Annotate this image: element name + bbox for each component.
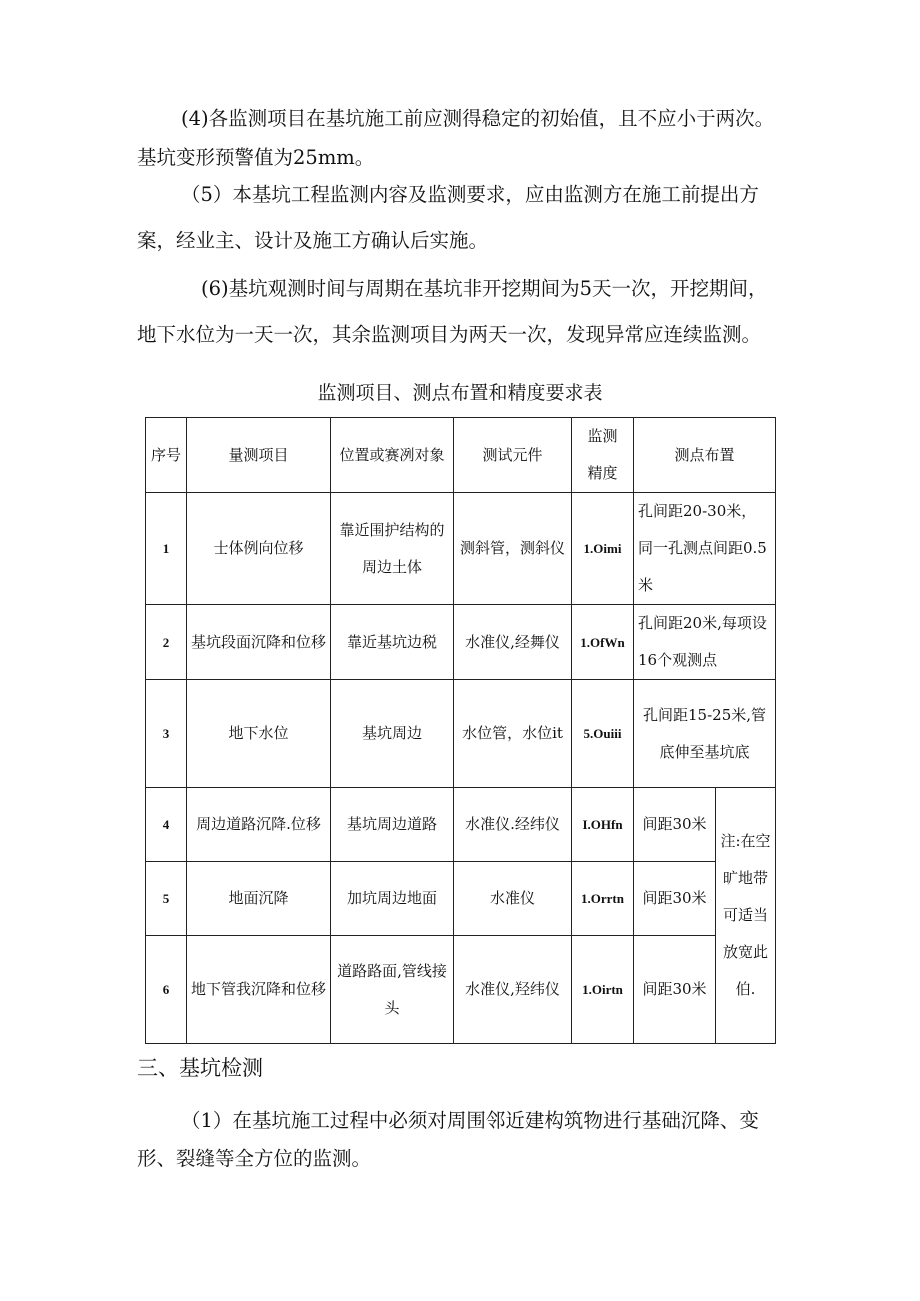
section-paragraph-1-line-1: （1）在基坑施工过程中必须对周围邻近建构筑物进行基础沉降、变 <box>181 1109 759 1132</box>
row-no: 4 <box>146 788 187 862</box>
row-target: 靠近基坑边税 <box>331 605 454 680</box>
row-instrument: 水准仪.经纬仪 <box>454 788 572 862</box>
header-item: 量测项目 <box>187 418 331 493</box>
row-item: 基坑段面沉降和位移 <box>187 605 331 680</box>
row-accuracy: 1.Orrtn <box>572 862 634 936</box>
row-accuracy: I.OHfn <box>572 788 634 862</box>
row-no: 3 <box>146 680 187 788</box>
section-paragraph-1-line-2: 形、裂缝等全方位的监测。 <box>137 1147 372 1170</box>
table-header-row <box>146 418 776 493</box>
row-no: 6 <box>146 936 187 1044</box>
table-note: 注:在空旷地带可适当放宽此伯. <box>716 788 776 1044</box>
row-target: 基坑周边道路 <box>331 788 454 862</box>
row-target: 道路路面,管线接头 <box>331 936 454 1044</box>
section-paragraph-1 <box>137 1098 787 1182</box>
paragraph-4 <box>137 96 787 181</box>
paragraph-4-line-1: (4)各监测项目在基坑施工前应测得稳定的初始值，且不应小于两次。 <box>181 107 775 130</box>
row-layout: 孔间距15-25米,管底伸至基坑底 <box>634 680 776 788</box>
row-target: 靠近围护结构的周边土体 <box>331 493 454 605</box>
header-layout: 测点布置 <box>634 418 776 493</box>
row-no: 2 <box>146 605 187 680</box>
monitoring-table <box>145 417 776 1044</box>
row-no: 5 <box>146 862 187 936</box>
row-item: 地下水位 <box>187 680 331 788</box>
row-instrument: 测斜管，测斜仪 <box>454 493 572 605</box>
table-row <box>146 936 776 1044</box>
paragraph-4-line-2: 基坑变形预警值为25mm。 <box>137 146 375 169</box>
row-no: 1 <box>146 493 187 605</box>
row-accuracy: 1.Oimi <box>572 493 634 605</box>
header-target: 位置或赛冽对象 <box>331 418 454 493</box>
table-row <box>146 605 776 680</box>
table-row <box>146 862 776 936</box>
row-item: 士体例向位移 <box>187 493 331 605</box>
header-instrument: 测试元件 <box>454 418 572 493</box>
paragraph-5 <box>137 172 787 264</box>
table-row <box>146 680 776 788</box>
row-item: 周边道路沉降.位移 <box>187 788 331 862</box>
row-layout: 间距30米 <box>634 936 716 1044</box>
row-accuracy: 1.OfWn <box>572 605 634 680</box>
row-layout: 孔间距20-30米，同一孔测点间距0.5米 <box>634 493 776 605</box>
row-accuracy: 5.Ouiii <box>572 680 634 788</box>
row-instrument: 水准仪 <box>454 862 572 936</box>
table-row <box>146 788 776 862</box>
header-no: 序号 <box>146 418 187 493</box>
row-instrument: 水准仪,经舞仪 <box>454 605 572 680</box>
row-target: 加坑周边地面 <box>331 862 454 936</box>
row-layout: 孔间距20米,每项设16个观测点 <box>634 605 776 680</box>
table-row <box>146 493 776 605</box>
section-heading: 三、基坑检测 <box>137 1056 263 1080</box>
header-accuracy: 监测 精度 <box>572 418 634 493</box>
row-layout: 间距30米 <box>634 862 716 936</box>
table-caption: 监测项目、测点布置和精度要求表 <box>317 382 603 404</box>
row-instrument: 水准仪,羟纬仪 <box>454 936 572 1044</box>
paragraph-6-line-1: (6)基坑观测时间与周期在基坑非开挖期间为5天一次，开挖期间， <box>201 277 768 300</box>
row-accuracy: 1.Oirtn <box>572 936 634 1044</box>
row-layout: 间距30米 <box>634 788 716 862</box>
paragraph-6 <box>137 266 787 358</box>
paragraph-5-line-1: （5）本基坑工程监测内容及监测要求，应由监测方在施工前提出方 <box>181 183 759 206</box>
row-target: 基坑周边 <box>331 680 454 788</box>
row-item: 地面沉降 <box>187 862 331 936</box>
row-instrument: 水位管，水位it <box>454 680 572 788</box>
paragraph-5-line-2: 案，经业主、设计及施工方确认后实施。 <box>137 229 489 252</box>
row-item: 地下管我沉降和位移 <box>187 936 331 1044</box>
paragraph-6-line-2: 地下水位为一天一次，其余监测项目为两天一次，发现异常应连续监测。 <box>137 323 762 346</box>
